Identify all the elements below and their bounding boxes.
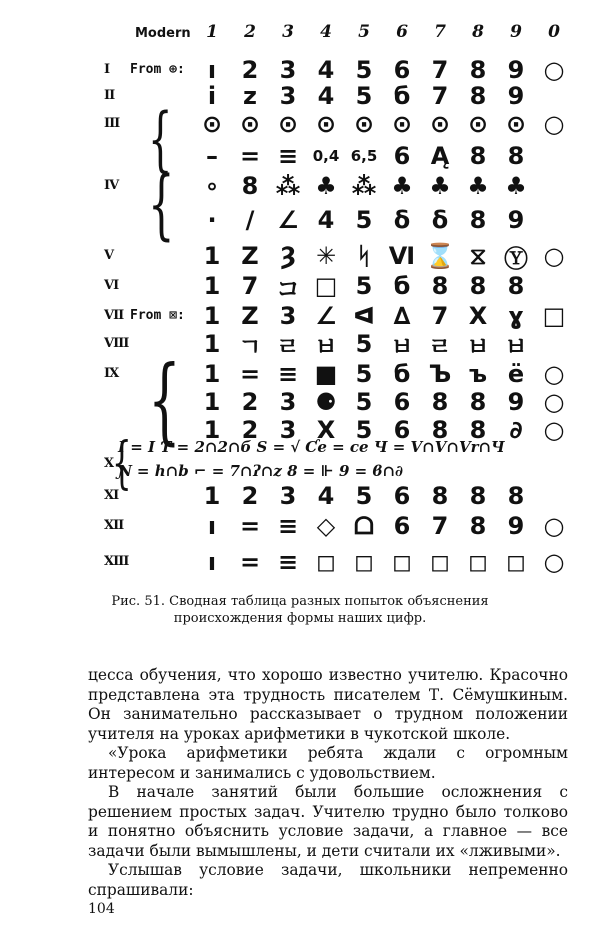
glyph-cell: ㄹ bbox=[276, 332, 300, 361]
glyph-cell: 1 bbox=[203, 388, 221, 416]
glyph-cell: ᗝ bbox=[354, 512, 374, 540]
body-text bbox=[88, 666, 568, 900]
glyph-cell: 1 bbox=[203, 416, 221, 444]
glyph-cell: ᛋ bbox=[356, 242, 372, 270]
page-number: 104 bbox=[88, 901, 115, 917]
glyph-cell: 6 bbox=[393, 142, 411, 170]
glyph-cell: 8 bbox=[469, 388, 487, 416]
glyph-cell: □ bbox=[314, 272, 338, 300]
glyph-cell: 7 bbox=[431, 56, 449, 84]
glyph-cell: 9 bbox=[507, 82, 525, 110]
glyph-cell: ◻ bbox=[506, 548, 526, 576]
glyph-cell: ɣ bbox=[508, 302, 524, 330]
glyph-cell: ◻ bbox=[392, 548, 412, 576]
glyph-cell: 4 bbox=[317, 56, 335, 84]
glyph-cell: ı bbox=[207, 512, 217, 540]
row-label: XII bbox=[104, 518, 124, 533]
header-digit: 4 bbox=[320, 22, 332, 42]
glyph-cell: Ȝ bbox=[279, 242, 297, 270]
group-brace: { bbox=[148, 159, 175, 248]
glyph-cell: ♣ bbox=[467, 172, 489, 200]
header-digit: 3 bbox=[282, 22, 294, 42]
glyph-cell: ✳ bbox=[315, 242, 337, 270]
glyph-cell: 5 bbox=[355, 330, 373, 358]
glyph-cell: ○ bbox=[543, 56, 565, 84]
header-digit: 6 bbox=[396, 22, 408, 42]
header-digit: 2 bbox=[244, 22, 256, 42]
header-digit: 9 bbox=[510, 22, 522, 42]
glyph-cell: ё bbox=[507, 360, 525, 388]
glyph-cell: ◻ bbox=[354, 548, 374, 576]
glyph-cell: 3 bbox=[279, 416, 297, 444]
glyph-cell: 6 bbox=[393, 482, 411, 510]
glyph-cell: ㅂ bbox=[390, 332, 414, 361]
row-prefix: From ⊕: bbox=[130, 62, 185, 77]
paragraph-4: Услышав условие задачи, школьники непременно спрашивали: bbox=[88, 861, 568, 899]
glyph-cell: 6 bbox=[393, 56, 411, 84]
glyph-cell: ı bbox=[207, 56, 217, 84]
glyph-cell: ♣ bbox=[391, 172, 413, 200]
row-x-line2: Ɲ = h∩b ⌐ = 7∩ʔ∩z 8 = ⊩ 9 = ϐ∩∂ bbox=[118, 462, 404, 480]
header-modern-label: Modern bbox=[135, 26, 191, 41]
glyph-cell: ○ bbox=[543, 512, 565, 540]
glyph-cell: 8 bbox=[431, 388, 449, 416]
glyph-cell: 5 bbox=[355, 388, 373, 416]
glyph-cell: ⊙ bbox=[353, 110, 375, 138]
glyph-cell: Z bbox=[241, 302, 259, 330]
glyph-cell: 8 bbox=[469, 416, 487, 444]
glyph-cell: ≡ bbox=[277, 142, 299, 170]
glyph-cell: 8 bbox=[431, 482, 449, 510]
glyph-cell: 7 bbox=[431, 512, 449, 540]
glyph-cell: 1 bbox=[203, 242, 221, 270]
glyph-cell: ∂ bbox=[509, 416, 523, 444]
glyph-cell: ⁂ bbox=[275, 172, 301, 200]
row-label: III bbox=[104, 116, 120, 131]
glyph-cell: 8 bbox=[469, 142, 487, 170]
glyph-cell: X bbox=[316, 416, 336, 444]
glyph-cell: = bbox=[239, 360, 261, 388]
glyph-cell: ○ bbox=[543, 416, 565, 444]
row-label: IX bbox=[104, 366, 119, 381]
glyph-cell: X bbox=[468, 302, 488, 330]
glyph-cell: 8 bbox=[469, 206, 487, 234]
header-digit: 7 bbox=[434, 22, 446, 42]
glyph-cell: □ bbox=[542, 302, 566, 330]
glyph-cell: 1 bbox=[203, 330, 221, 358]
glyph-cell: 8 bbox=[431, 272, 449, 300]
glyph-cell: ⌛ bbox=[425, 242, 455, 270]
row-x-line1: I = I Ƭ = 2∩2∩б S = √ Ƈe = ce Ч = V∩V∩Vr∩Ч bbox=[118, 438, 505, 456]
glyph-cell: / bbox=[245, 206, 255, 234]
glyph-cell: 9 bbox=[507, 388, 525, 416]
glyph-cell: Ⅵ bbox=[388, 242, 416, 270]
glyph-cell: z bbox=[243, 82, 257, 110]
glyph-cell: ○ bbox=[543, 110, 565, 138]
glyph-cell: ⊙ bbox=[277, 110, 299, 138]
glyph-cell: 6 bbox=[393, 512, 411, 540]
row-label: I bbox=[104, 62, 110, 77]
header-digit: 5 bbox=[358, 22, 370, 42]
glyph-cell: ∆ bbox=[393, 302, 411, 330]
glyph-cell: 7 bbox=[431, 82, 449, 110]
row-label: XIII bbox=[104, 554, 129, 569]
glyph-cell: ⊙ bbox=[429, 110, 451, 138]
glyph-cell: δ bbox=[431, 206, 449, 234]
group-brace: { bbox=[112, 431, 132, 496]
glyph-cell: ⊙ bbox=[201, 110, 223, 138]
row-label: IV bbox=[104, 178, 119, 193]
glyph-cell: 3 bbox=[279, 56, 297, 84]
glyph-cell: ■ bbox=[314, 360, 338, 388]
glyph-cell: 5 bbox=[355, 360, 373, 388]
glyph-cell: i bbox=[207, 82, 217, 110]
glyph-cell: 9 bbox=[507, 512, 525, 540]
group-brace: { bbox=[148, 346, 181, 455]
glyph-cell: б bbox=[393, 272, 411, 300]
glyph-cell: ≡ bbox=[277, 360, 299, 388]
glyph-cell: ○ bbox=[543, 242, 565, 270]
figure-caption bbox=[60, 593, 540, 627]
caption-line-2: происхождения формы наших цифр. bbox=[173, 611, 427, 626]
glyph-cell: ◻ bbox=[468, 548, 488, 576]
glyph-cell: ◻ bbox=[430, 548, 450, 576]
glyph-cell: 5 bbox=[355, 272, 373, 300]
glyph-cell: ㅂ bbox=[314, 332, 338, 361]
glyph-cell: Ⓨ bbox=[504, 244, 528, 273]
glyph-cell: = bbox=[239, 548, 261, 576]
glyph-cell: 1 bbox=[203, 360, 221, 388]
glyph-cell: ∠ bbox=[315, 302, 337, 330]
glyph-cell: ㅂ bbox=[466, 332, 490, 361]
glyph-cell: ⊙ bbox=[467, 110, 489, 138]
glyph-cell: ⊙ bbox=[391, 110, 413, 138]
glyph-cell: δ bbox=[393, 206, 411, 234]
glyph-cell: ⚈ bbox=[315, 388, 337, 416]
glyph-cell: 8 bbox=[431, 416, 449, 444]
row-label: V bbox=[104, 248, 114, 263]
header-digit: 1 bbox=[206, 22, 218, 42]
glyph-cell: б bbox=[393, 360, 411, 388]
glyph-cell: 4 bbox=[317, 82, 335, 110]
row-label: VII bbox=[104, 308, 124, 323]
glyph-cell: コ bbox=[276, 274, 300, 303]
paragraph-1: цесса обучения, что хорошо известно учителю. Красочно представлена эта трудность писателем Т. Сёмушкиным. Он занимательно рассказывает о трудном положении учителя на уроках арифметики в чукотской школе. bbox=[88, 666, 568, 743]
row-label: VIII bbox=[104, 336, 129, 351]
glyph-cell: 9 bbox=[507, 206, 525, 234]
glyph-cell: 7 bbox=[431, 302, 449, 330]
row-label: X bbox=[104, 456, 114, 471]
glyph-cell: 1 bbox=[203, 302, 221, 330]
row-label: XI bbox=[104, 488, 119, 503]
glyph-cell: ♣ bbox=[505, 172, 527, 200]
glyph-cell: 8 bbox=[469, 82, 487, 110]
header-digit: 0 bbox=[548, 22, 560, 42]
glyph-cell: ≡ bbox=[277, 512, 299, 540]
paragraph-2: «Урока арифметики ребята ждали с огромным интересом и занимались с удовольствием. bbox=[88, 744, 568, 782]
glyph-cell: 8 bbox=[507, 142, 525, 170]
glyph-cell: ⁂ bbox=[351, 172, 377, 200]
row-label: II bbox=[104, 88, 115, 103]
glyph-cell: 2 bbox=[241, 416, 259, 444]
glyph-cell: Ъ bbox=[428, 360, 452, 388]
glyph-cell: 8 bbox=[507, 482, 525, 510]
glyph-cell: ⊙ bbox=[505, 110, 527, 138]
header-digit: 8 bbox=[472, 22, 484, 42]
glyph-cell: 5 bbox=[355, 56, 373, 84]
glyph-cell: ⊙ bbox=[315, 110, 337, 138]
row-prefix: From ⊠: bbox=[130, 308, 185, 323]
glyph-cell: 5 bbox=[355, 206, 373, 234]
glyph-cell: ♣ bbox=[315, 172, 337, 200]
glyph-cell: 4 bbox=[317, 206, 335, 234]
glyph-cell: ○ bbox=[543, 548, 565, 576]
glyph-cell: = bbox=[239, 512, 261, 540]
glyph-cell: 8 bbox=[507, 272, 525, 300]
glyph-cell: ⧖ bbox=[469, 242, 487, 270]
glyph-cell: ı bbox=[207, 548, 217, 576]
glyph-cell: 3 bbox=[279, 82, 297, 110]
glyph-cell: · bbox=[207, 206, 217, 234]
glyph-cell: ◇ bbox=[316, 512, 336, 540]
glyph-cell: ъ bbox=[468, 360, 488, 388]
paragraph-3: В начале занятий были большие осложнения с решением простых задач. Учителю трудно было толково и понятно объяснить условие задачи, а главное — все задачи были вымышлены, и дети считали их «лживыми». bbox=[88, 783, 568, 860]
glyph-cell: ∠ bbox=[277, 206, 299, 234]
glyph-cell: 9 bbox=[507, 56, 525, 84]
glyph-cell: ㄱ bbox=[238, 332, 262, 361]
glyph-cell: 8 bbox=[469, 512, 487, 540]
digit-origin-table bbox=[90, 22, 566, 587]
glyph-cell: 3 bbox=[279, 388, 297, 416]
caption-line-1: Рис. 51. Сводная таблица разных попыток объяснения bbox=[111, 594, 489, 609]
glyph-cell: 2 bbox=[241, 388, 259, 416]
glyph-cell: 3 bbox=[279, 302, 297, 330]
glyph-cell: ㅂ bbox=[504, 332, 528, 361]
glyph-cell: 5 bbox=[355, 482, 373, 510]
glyph-cell: ≡ bbox=[277, 548, 299, 576]
glyph-cell: 3 bbox=[279, 482, 297, 510]
glyph-cell: 5 bbox=[355, 82, 373, 110]
glyph-cell: 8 bbox=[469, 56, 487, 84]
glyph-cell: = bbox=[239, 142, 261, 170]
group-brace: { bbox=[148, 98, 173, 180]
glyph-cell: 8 bbox=[241, 172, 259, 200]
glyph-cell: Ą bbox=[430, 142, 450, 170]
glyph-cell: 1 bbox=[203, 482, 221, 510]
glyph-cell: ∘ bbox=[204, 172, 220, 200]
glyph-cell: 0,4 bbox=[312, 147, 340, 165]
glyph-cell: 6,5 bbox=[350, 147, 378, 165]
glyph-cell: 1 bbox=[203, 272, 221, 300]
glyph-cell: 4 bbox=[317, 482, 335, 510]
glyph-cell: ᐊ bbox=[353, 302, 375, 330]
glyph-cell: 8 bbox=[469, 482, 487, 510]
glyph-cell: Z bbox=[241, 242, 259, 270]
glyph-cell: ○ bbox=[543, 388, 565, 416]
glyph-cell: 6 bbox=[393, 388, 411, 416]
glyph-cell: 2 bbox=[241, 482, 259, 510]
glyph-cell: ㄹ bbox=[428, 332, 452, 361]
glyph-cell: ⊙ bbox=[239, 110, 261, 138]
glyph-cell: 6 bbox=[393, 416, 411, 444]
glyph-cell: ♣ bbox=[429, 172, 451, 200]
glyph-cell: ○ bbox=[543, 360, 565, 388]
glyph-cell: 7 bbox=[241, 272, 259, 300]
glyph-cell: 2 bbox=[241, 56, 259, 84]
glyph-cell: 8 bbox=[469, 272, 487, 300]
glyph-cell: б bbox=[393, 82, 411, 110]
glyph-cell: ◻ bbox=[316, 548, 336, 576]
glyph-cell: – bbox=[206, 142, 218, 170]
glyph-cell: 5 bbox=[355, 416, 373, 444]
row-label: VI bbox=[104, 278, 119, 293]
